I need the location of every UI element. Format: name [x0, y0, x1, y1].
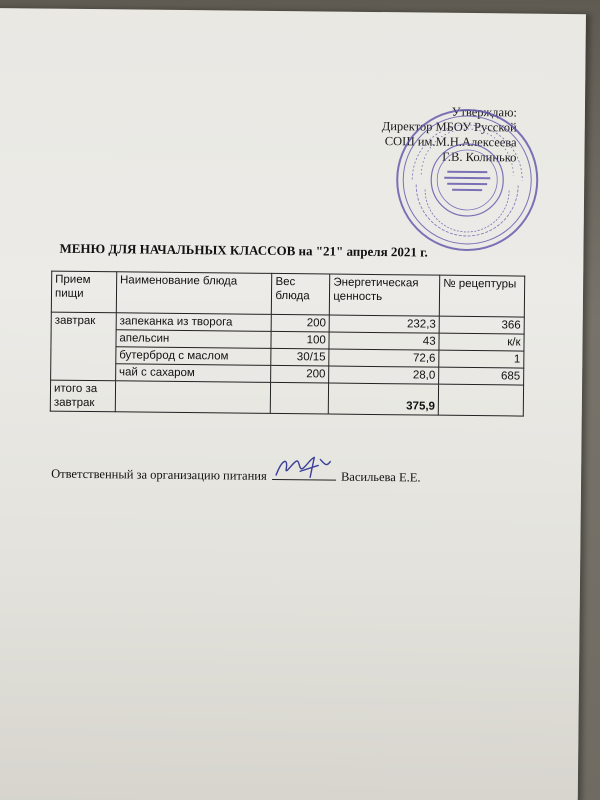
- total-row: [50, 380, 523, 416]
- dish-recipe: к/к: [439, 333, 524, 351]
- header-meal: Прием пищи: [51, 271, 116, 313]
- approval-line-3: СОШ им.М.Н.Алексеева: [384, 134, 517, 150]
- responsible-name: Васильева Е.Е.: [340, 469, 421, 485]
- dish-energy: 43: [329, 332, 439, 350]
- dish-weight: 30/15: [271, 348, 329, 366]
- approval-line-2: Директор МБОУ Русской: [381, 119, 517, 135]
- total-value: 375,9: [329, 383, 439, 415]
- dish-name: бутерброд с маслом: [116, 347, 272, 366]
- menu-title: МЕНЮ ДЛЯ НАЧАЛЬНЫХ КЛАССОВ на "21" апреля 2021 г.: [59, 240, 428, 260]
- approval-line-4: Г.В. Колинько: [442, 149, 517, 165]
- meal-cell: завтрак: [51, 312, 117, 381]
- dish-name: апельсин: [116, 330, 272, 349]
- dish-recipe: 685: [439, 367, 524, 385]
- total-empty-recipe: [438, 384, 523, 416]
- total-empty-name: [115, 381, 271, 414]
- responsible-label: Ответственный за организацию питания: [51, 466, 267, 483]
- total-empty-weight: [271, 382, 329, 414]
- table-header-row: [51, 271, 524, 317]
- responsible-line: [51, 467, 421, 486]
- official-stamp: [391, 104, 543, 256]
- dish-recipe: 1: [439, 350, 524, 368]
- header-energy: Энергетическая ценность: [330, 274, 440, 316]
- dish-recipe: 366: [439, 316, 524, 334]
- header-recipe: № рецептуры: [439, 275, 524, 317]
- dish-energy: 72,6: [329, 349, 439, 367]
- total-label: итого за завтрак: [50, 380, 115, 412]
- dish-weight: 200: [272, 314, 330, 332]
- signature-icon: [270, 453, 340, 482]
- menu-table: [50, 271, 525, 417]
- header-dish-name: Наименование блюда: [116, 272, 272, 315]
- dish-weight: 100: [271, 331, 329, 349]
- dish-name: чай с сахаром: [115, 364, 271, 383]
- dish-energy: 232,3: [329, 315, 439, 333]
- approval-line-1: Утверждаю:: [451, 104, 518, 120]
- header-weight: Вес блюда: [272, 273, 330, 315]
- signature-line: [272, 469, 336, 481]
- document-page: [0, 8, 586, 800]
- dish-energy: 28,0: [329, 366, 439, 384]
- dish-name: запеканка из творога: [116, 313, 272, 332]
- dish-weight: 200: [271, 365, 329, 383]
